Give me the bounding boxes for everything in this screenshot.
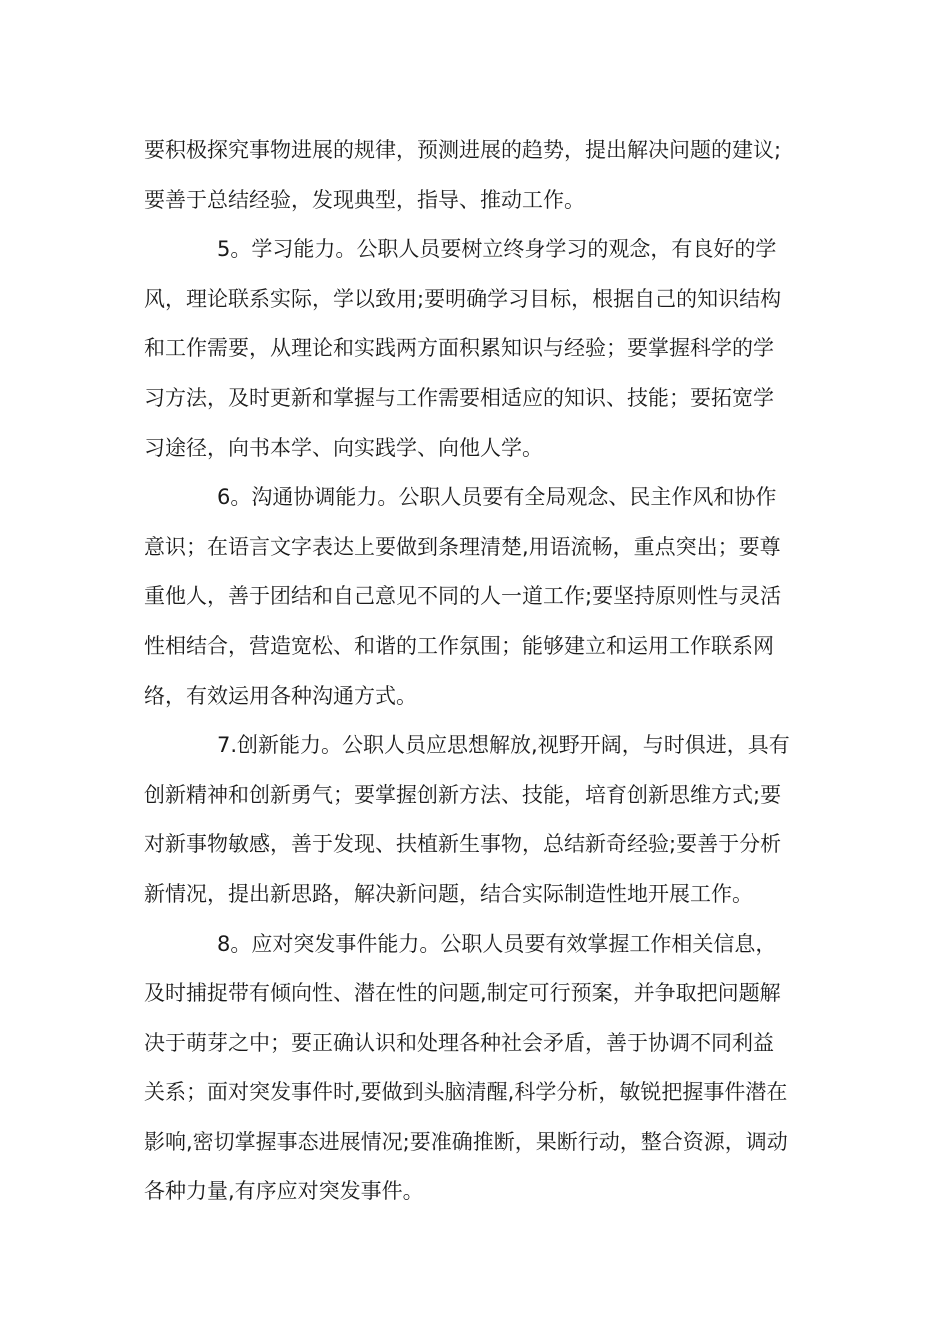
text-line: 影响,密切掌握事态进展情况;要准确推断，果断行动，整合资源，调动 — [144, 1129, 788, 1154]
text-line: 对新事物敏感，善于发现、扶植新生事物，总结新奇经验;要善于分析 — [144, 832, 782, 857]
paragraph-start-line: 6。沟通协调能力。公职人员要有全局观念、民主作风和协作 — [217, 485, 777, 510]
text-line: 要积极探究事物进展的规律，预测进展的趋势，提出解决问题的建议; — [144, 138, 782, 162]
paragraph-start-line: 5。学习能力。公职人员要树立终身学习的观念，有良好的学 — [217, 237, 777, 262]
text-line: 性相结合，营造宽松、和谐的工作氛围；能够建立和运用工作联系网 — [144, 633, 774, 658]
text-line: 要善于总结经验，发现典型，指导、推动工作。 — [144, 187, 585, 212]
text-line: 络，有效运用各种沟通方式。 — [144, 683, 417, 708]
text-line: 关系；面对突发事件时,要做到头脑清醒,科学分析，敏锐把握事件潜在 — [144, 1080, 788, 1105]
text-line: 风，理论联系实际，学以致用;要明确学习目标，根据自己的知识结构 — [144, 286, 782, 311]
paragraph-start-line: 8。应对突发事件能力。公职人员要有效掌握工作相关信息， — [217, 931, 777, 956]
text-line: 创新精神和创新勇气；要掌握创新方法、技能，培育创新思维方式;要 — [144, 782, 782, 807]
document-body — [144, 126, 810, 1217]
text-line: 习方法，及时更新和掌握与工作需要相适应的知识、技能；要拓宽学 — [144, 385, 774, 410]
text-line: 决于萌芽之中；要正确认识和处理各种社会矛盾，善于协调不同利益 — [144, 1030, 774, 1055]
text-line: 和工作需要，从理论和实践两方面积累知识与经验；要掌握科学的学 — [144, 336, 774, 361]
text-line: 重他人，善于团结和自己意见不同的人一道工作;要坚持原则性与灵活 — [144, 584, 782, 609]
text-line: 及时捕捉带有倾向性、潜在性的问题,制定可行预案，并争取把问题解 — [144, 981, 781, 1006]
text-line: 习途径，向书本学、向实践学、向他人学。 — [144, 435, 543, 460]
text-line: 意识；在语言文字表达上要做到条理清楚,用语流畅，重点突出；要尊 — [144, 534, 781, 559]
text-line: 各种力量,有序应对突发事件。 — [144, 1179, 424, 1204]
paragraph-start-line: 7.创新能力。公职人员应思想解放,视野开阔，与时俱进，具有 — [217, 733, 790, 758]
text-line: 新情况，提出新思路，解决新问题，结合实际制造性地开展工作。 — [144, 881, 753, 906]
